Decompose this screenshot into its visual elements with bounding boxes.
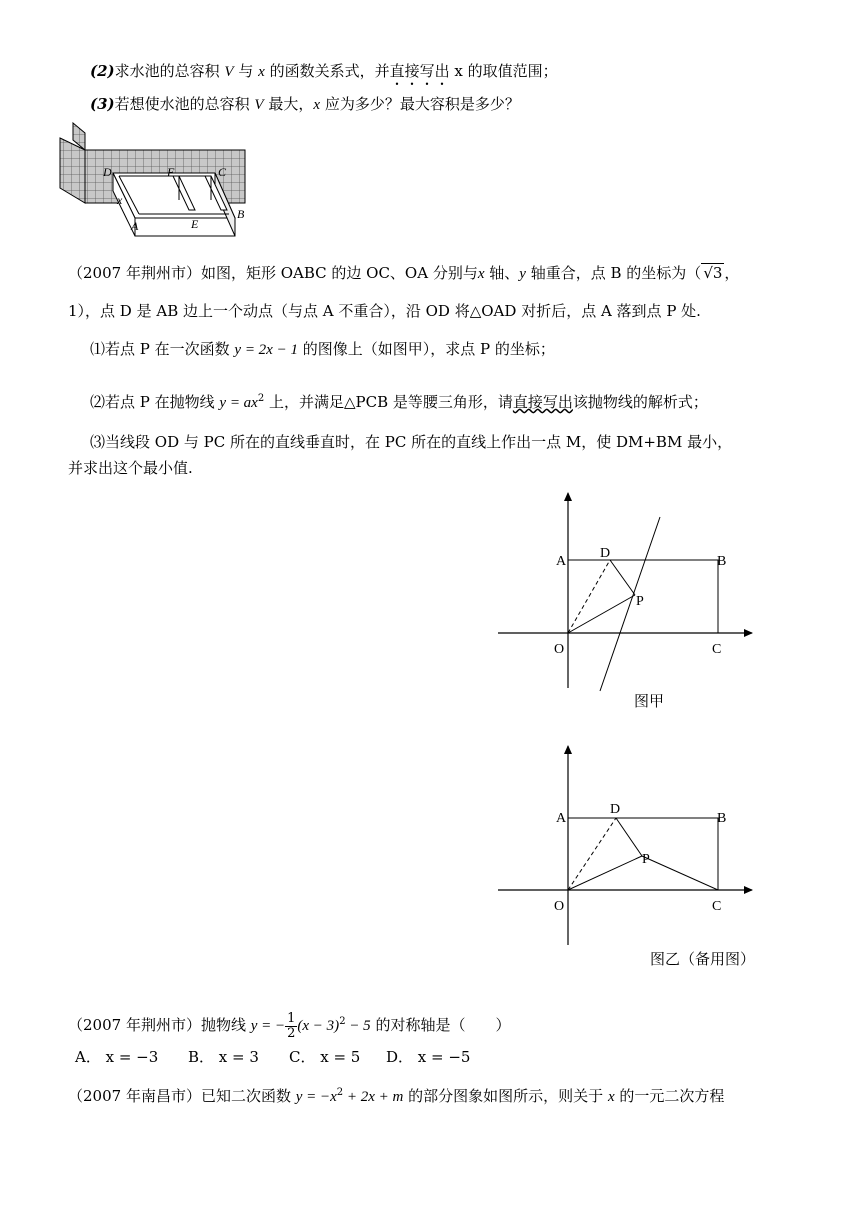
question-2: (2)求水池的总容积 V 与 x 的函数关系式，并直接写出 x 的取值范围； [90, 62, 558, 80]
label-a: A [556, 554, 567, 569]
sqrt-3: √3 [703, 264, 723, 282]
pool-diagram [55, 118, 255, 243]
question-3: (3)若想使水池的总容积 V 最大，x 应为多少？最大容积是多少？ [90, 95, 520, 113]
caption-figure-jia: 图甲 [634, 692, 665, 710]
label-p: P [642, 852, 650, 867]
pool-label-a: A [131, 219, 139, 233]
label-p: P [636, 594, 644, 609]
figure-jia [490, 485, 770, 715]
segment-op [568, 595, 635, 633]
caption-figure-yi: 图乙（备用图） [650, 950, 756, 968]
pool-label-d: D [103, 165, 112, 179]
segment-od [568, 560, 610, 633]
nanchang-question: （2007 年南昌市）已知二次函数 $y = -x^2 + 2x + m$ 的部分图象如图所示，则关于 x 的一元二次方程 [68, 1087, 725, 1105]
label-d: D [610, 802, 621, 817]
jingzhou-part-2: ⑵若点 P 在抛物线 $y = ax^2$ 上，并满足△PCB 是等腰三角形，请直接写出该抛物线的解析式； [90, 393, 708, 411]
fraction-one-half: $\frac{1}{2}$ [287, 1010, 296, 1041]
pool-label-x: x [117, 193, 123, 207]
jingzhou-part-3-line1: ⑶当线段 OD 与 PC 所在的直线垂直时，在 PC 所在的直线上作出一点 M，使 DM+BM 最小， [90, 433, 733, 451]
segment-pc [642, 856, 718, 890]
segment-dp [616, 818, 642, 856]
jingzhou-problem-line2: 1），点 D 是 AB 边上一个动点（与点 A 不重合），沿 OD 将△OAD 对折后，点 A 落到点 P 处. [68, 302, 701, 320]
option-a: A． x = −3 [75, 1048, 159, 1066]
option-c: C． x = 5 [289, 1048, 361, 1066]
label-b: B [717, 554, 727, 569]
jingzhou-part-1: ⑴若点 P 在一次函数 y = 2x − 1 的图像上（如图甲），求点 P 的坐标； [90, 340, 555, 358]
label-d: D [600, 546, 611, 561]
pool-label-c: C [218, 165, 227, 179]
line-y-2x-1 [600, 517, 660, 691]
label-o: O [554, 899, 565, 914]
label-o: O [554, 642, 565, 657]
label-c: C [712, 642, 722, 657]
segment-dp [610, 560, 635, 595]
answer-options [75, 1046, 470, 1068]
jingzhou-problem-line1: （2007 年荆州市）如图，矩形 OABC 的边 OC、OA 分别与x 轴、y 轴重合，点 B 的坐标为（ √3 ， [68, 264, 740, 282]
label-b: B [717, 811, 727, 826]
pool-label-e: E [191, 217, 199, 231]
segment-op [568, 856, 642, 890]
option-d: D． x = −5 [386, 1048, 471, 1066]
jingzhou-part-3-line2: 并求出这个最小值. [68, 459, 193, 477]
jingzhou-parabola-question: （2007 年荆州市）抛物线 y = − $\frac{1}{2}$ $(x - 3)^2 - 5$ 的对称轴是（ ） [68, 1010, 511, 1041]
pool-label-b: B [237, 207, 245, 221]
figure-yi [490, 740, 770, 955]
option-b: B． x = 3 [188, 1048, 259, 1066]
label-a: A [556, 811, 567, 826]
label-c: C [712, 899, 722, 914]
pool-label-f: F [167, 165, 175, 179]
